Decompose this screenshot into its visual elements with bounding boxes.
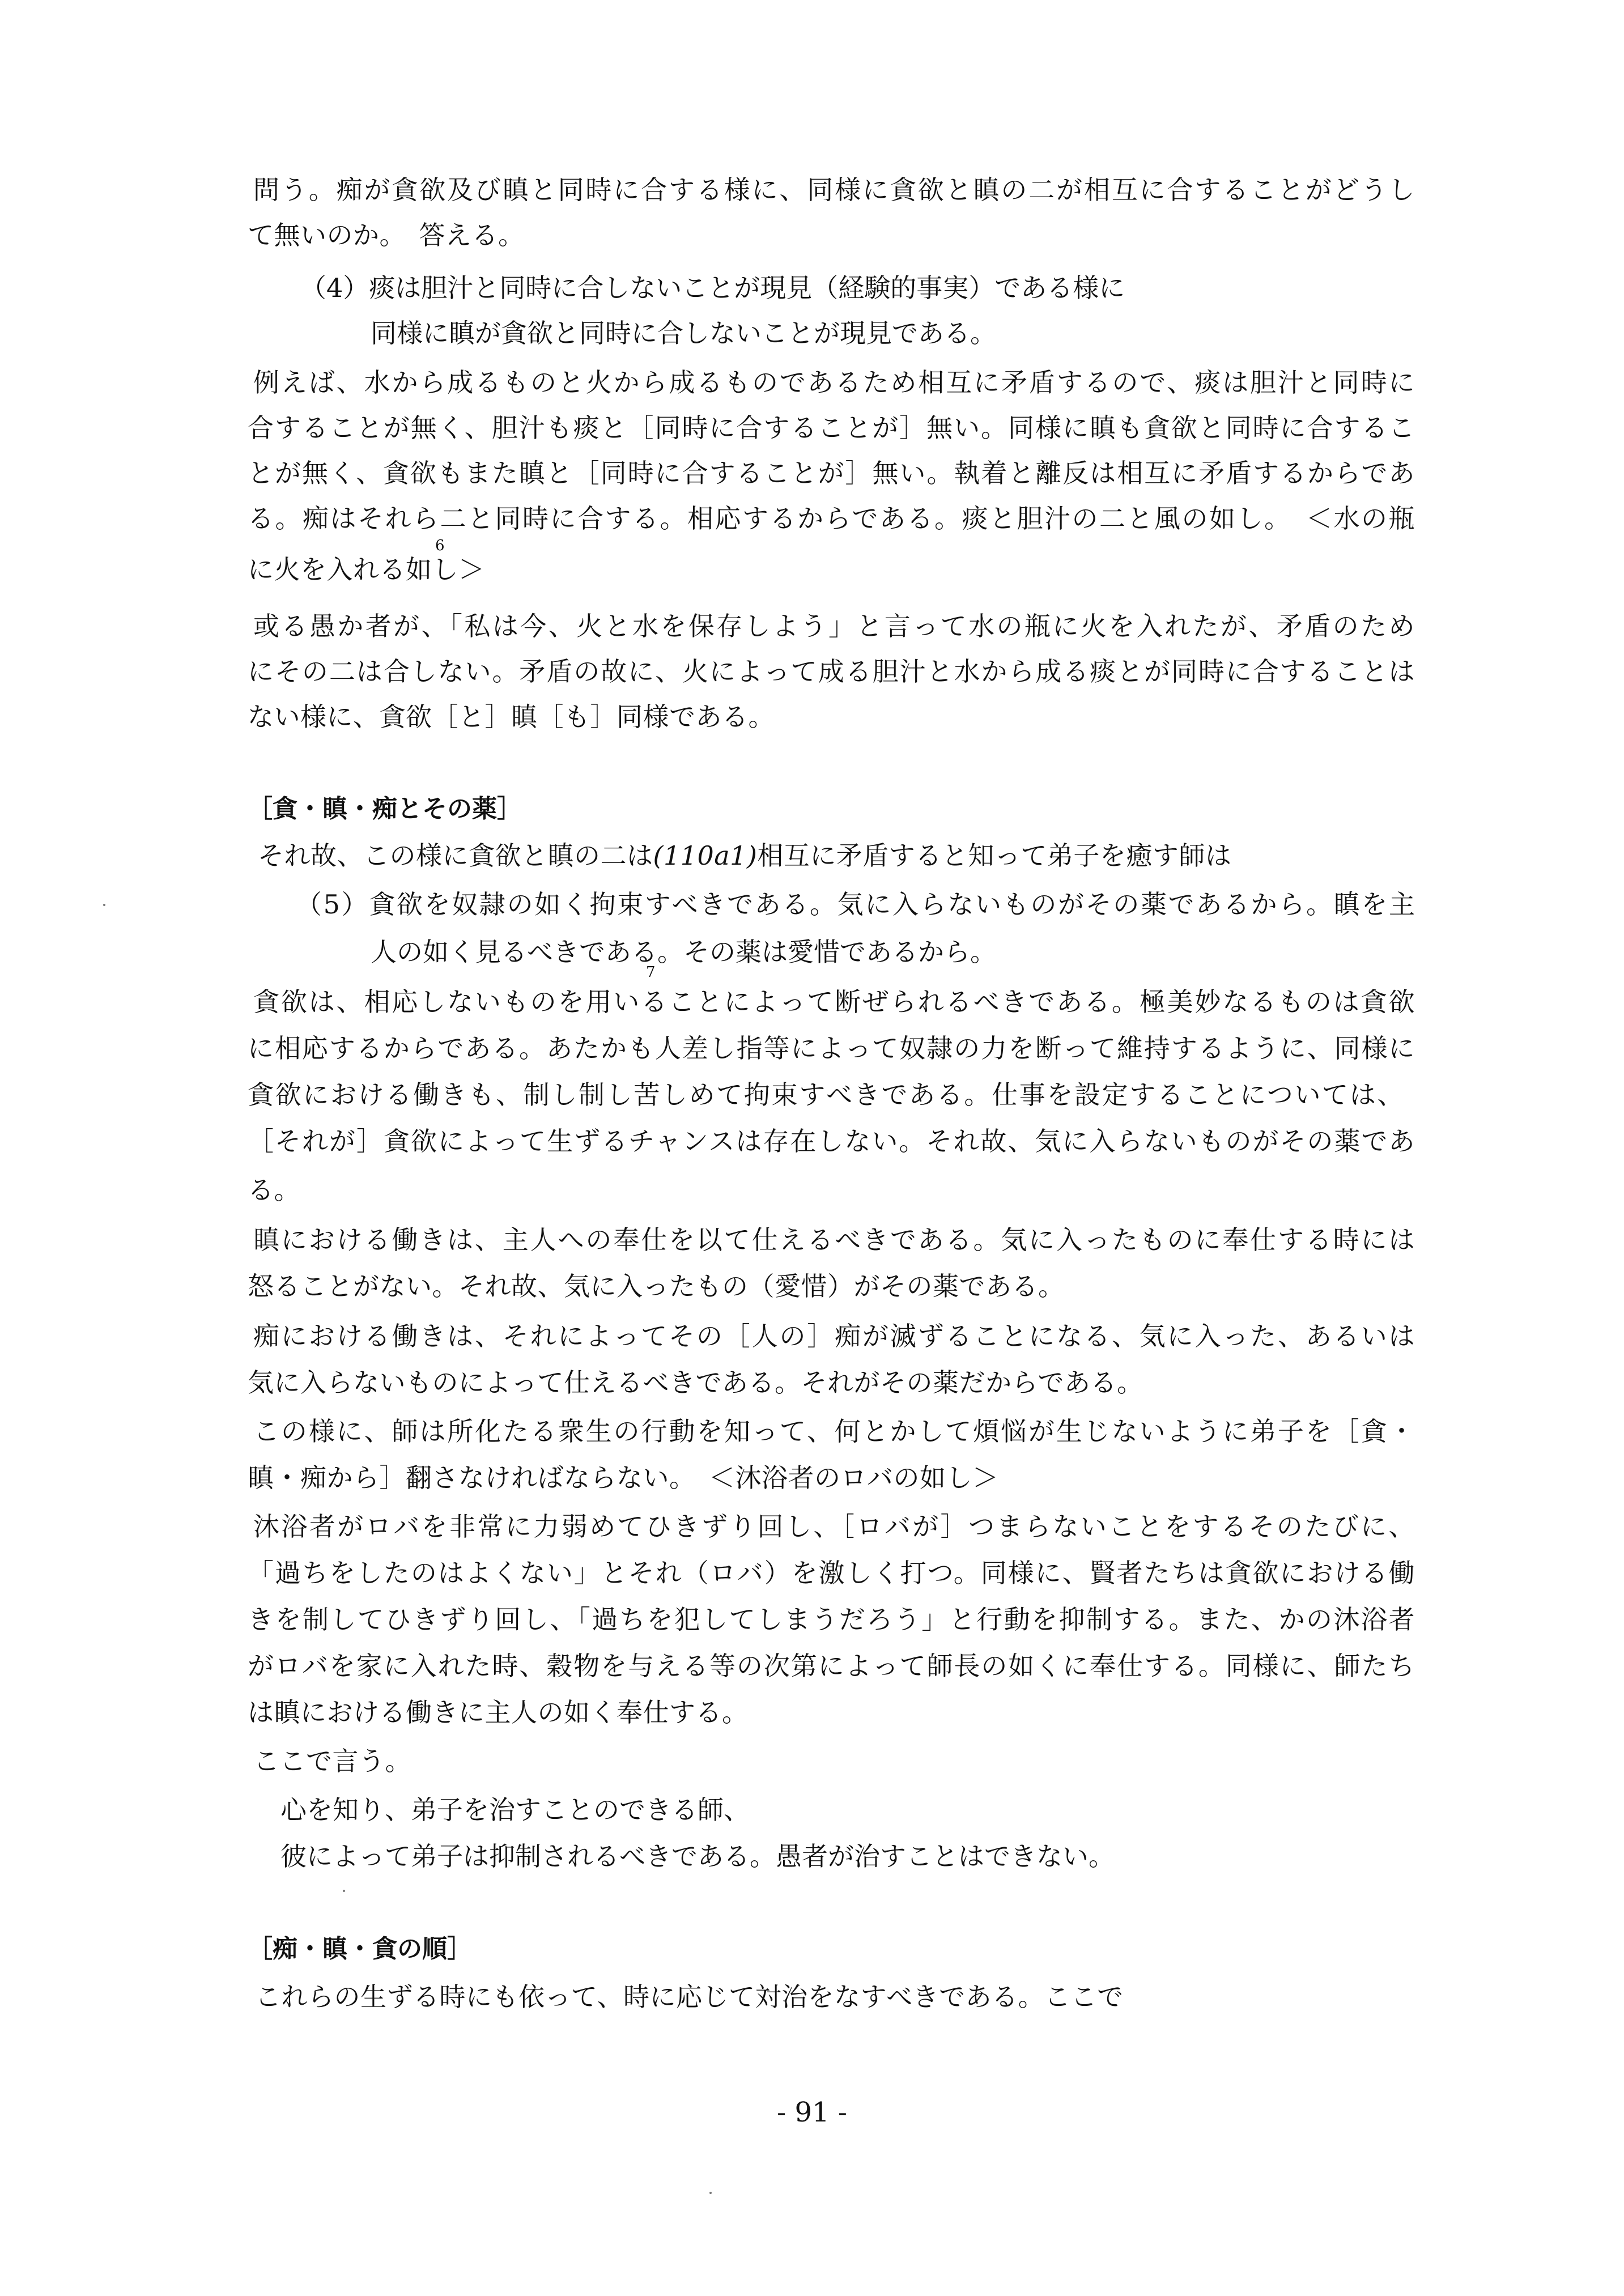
text-line: とが無く、貪欲もまた瞋と［同時に合することが］無い。執着と離反は相互に矛盾するからであ [248,458,1415,488]
text-line: 「過ちをしたのはよくない」とそれ（ロバ）を激しく打つ。同様に、賢者たちは貪欲における働 [248,1558,1415,1588]
text-line [258,833,1419,878]
text-line: この様に、師は所化たる衆生の行動を知って、何とかして煩悩が生じないように弟子を［貪・ [253,1416,1415,1447]
text-line: ここで言う。 [253,1746,411,1776]
text-line: きを制してひきずり回し、「過ちを犯してしまうだろう」と行動を抑制する。また、かの沐浴者 [248,1604,1415,1635]
text-line: これらの生ずる時にも依って、時に応じて対治をなすべきである。ここで [255,1982,1124,2012]
text-line: に相応するからである。あたかも人差し指等によって奴隷の力を断って維持するように、同様に [248,1033,1415,1064]
text-line: 貪欲における働きも、制し制し苦しめて拘束すべきである。仕事を設定することについては、 [248,1079,1404,1110]
footnote-marker: 7 [646,964,656,981]
text-span: それ故、この様に貪欲と瞋の二は [258,840,653,871]
verse-line: 心を知り、弟子を治すことのできる師、 [280,1795,750,1825]
text-line: 例えば、水から成るものと火から成るものであるため相互に矛盾するので、痰は胆汁と同時に [253,367,1415,398]
text-line: 貪欲は、相応しないものを用いることによって断ぜられるべきである。極美妙なるものは貪欲 [253,987,1415,1017]
text-line: にその二は合しない。矛盾の故に、火によって成る胆汁と水から成る痰とが同時に合することは [248,656,1415,687]
verse-line: 同様に瞋が貪欲と同時に合しないことが現見である。 [371,318,996,348]
verse-line: （4）痰は胆汁と同時に合しないことが現見（経験的事実）である様に [300,273,1125,303]
text-line: 瞋・痴から］翻さなければならない。 ＜沐浴者のロバの如し＞ [248,1462,999,1493]
footnote-marker: 6 [435,537,445,554]
text-line: は瞋における働きに主人の如く奉仕する。 [248,1697,749,1728]
text-line: 瞋における働きは、主人への奉仕を以て仕えるべきである。気に入ったものに奉仕する時には [253,1224,1415,1255]
text-line: 痴における働きは、それによってその［人の］痴が滅ずることになる、気に入った、あるいは [253,1321,1415,1351]
text-line: ［それが］貪欲によって生ずるチャンスは存在しない。それ故、気に入らないものがその薬であ [248,1126,1415,1156]
text-line: る。 [248,1175,300,1205]
text-line: ない様に、貪欲［と］瞋［も］同様である。 [248,701,775,732]
text-line: 気に入らないものによって仕えるべきである。それがその薬だからである。 [248,1367,1143,1398]
section-heading: ［痴・瞋・貪の順］ [248,1934,472,1963]
text-line: 問う。痴が貪欲及び瞋と同時に合する様に、同様に貪欲と瞋の二が相互に合することがどうし [253,175,1415,205]
page-number: - 91 - [776,2097,848,2128]
text-span: 相互に矛盾すると知って弟子を癒す師は [757,840,1232,871]
text-line: に火を入れる如し＞ [248,554,485,585]
verse-line: 彼によって弟子は抑制されるべきである。愚者が治すことはできない。 [280,1841,1115,1872]
text-line: 沐浴者がロバを非常に力弱めてひきずり回し、［ロバが］つまらないことをするそのたびに、 [253,1511,1415,1542]
text-line: て無いのか。 答える。 [248,220,525,250]
text-line: 或る愚か者が、「私は今、火と水を保存しよう」と言って水の瓶に火を入れたが、矛盾のため [253,611,1415,641]
scan-speck [103,904,105,906]
folio-reference: (110a1) [653,840,758,871]
text-line: 怒ることがない。それ故、気に入ったもの（愛惜）がその薬である。 [248,1271,1065,1302]
verse-line: 人の如く見るべきである。その薬は愛惜であるから。 [371,937,996,967]
text-line: がロバを家に入れた時、穀物を与える等の次第によって師長の如くに奉仕する。同様に、師たち [248,1651,1415,1681]
section-heading: ［貪・瞋・痴とその薬］ [248,794,522,823]
text-line: 合することが無く、胆汁も痰と［同時に合することが］無い。同様に瞋も貪欲と同時に合するこ [248,413,1415,443]
scan-speck [709,2192,712,2194]
scan-speck [343,1890,345,1892]
text-line: る。痴はそれら二と同時に合する。相応するからである。痰と胆汁の二と風の如し。 ＜水の瓶 [248,503,1415,534]
verse-line: （5）貪欲を奴隷の如く拘束すべきである。気に入らないものがその薬であるから。瞋を主 [296,889,1415,920]
